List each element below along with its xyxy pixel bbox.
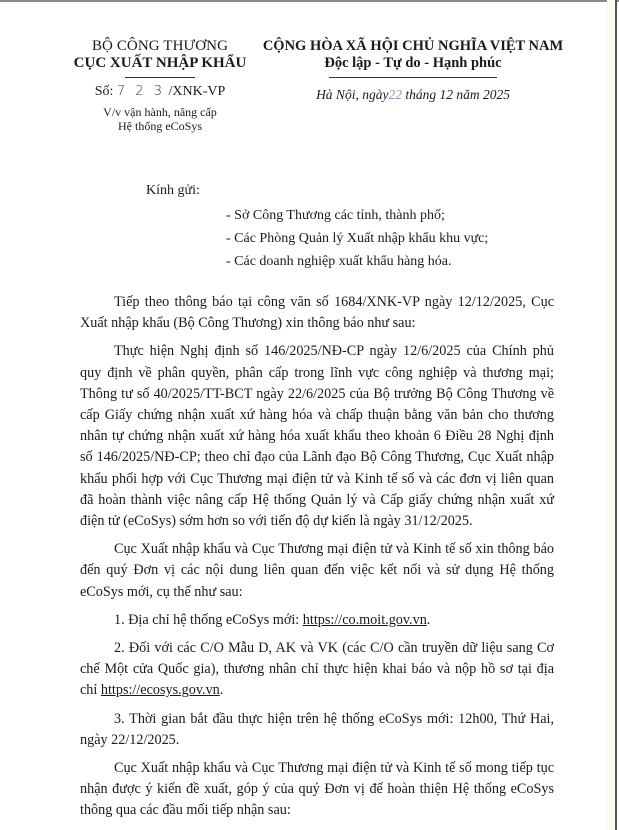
day-handwritten: 22 [388,87,402,102]
national-header [258,38,568,103]
paragraph-feedback: Cục Xuất nhập khẩu và Cục Thương mại điện tử và Kinh tế số mong tiếp tục nhận được ý kiến đề xuất, góp ý của quý Đơn vị để hoàn thiện Hệ thống eCoSys thông qua các đầu mối tiếp nhận sau: [80,760,554,819]
recipient-item: - Các doanh nghiệp xuất khẩu hàng hóa. [226,254,452,269]
recipients-block [146,180,488,273]
document-subject [60,105,260,133]
department-name: CỤC XUẤT NHẬP KHẨU [73,55,247,71]
paragraph-announcement: Cục Xuất nhập khẩu và Cục Thương mại điện tử và Kinh tế số xin thông báo đến quý Đơn vị các nội dung liên quan đến việc kết nối và sử dụng Hệ thống eCoSys mới, cụ thể như sau: [80,541,554,600]
recipient-item: - Sở Công Thương các tỉnh, thành phố; [226,208,445,223]
item-2-end: . [219,682,224,699]
scan-edge-shade [607,0,615,830]
place-date-prefix: Hà Nội, ngày [316,87,389,102]
ministry-name: BỘ CÔNG THƯƠNG [91,38,229,54]
document-number [60,84,260,100]
item-2-text: 2. Đối với các C/O Mẫu D, AK và VK (các C/O cần truyền dữ liệu sang Cơ chế Một cửa Quốc gia), thương nhân chỉ thực hiện khai báo và nộp hồ sơ tại địa chỉ [80,640,554,699]
recipient-item: - Các Phòng Quản lý Xuất nhập khẩu khu vực; [226,231,489,246]
paragraph-intro: Tiếp theo thông báo tại công văn số 1684/XNK-VP ngày 12/12/2025, Cục Xuất nhập khẩu (Bộ Công Thương) xin thông báo như sau: [80,294,554,332]
national-motto: Độc lập - Tự do - Hạnh phúc [324,55,502,71]
subject-line-1: V/v vận hành, nâng cấp [103,105,217,119]
scan-right-border [615,0,617,830]
item-1-end: . [426,611,431,628]
issuer-header [60,38,260,133]
doc-number-suffix: /XNK-VP [168,84,226,99]
scan-top-border [0,0,619,2]
document-body [80,292,554,829]
motto-underline [329,77,497,78]
paragraph-legal-basis: Thực hiện Nghị định số 146/2025/NĐ-CP ngày 12/6/2025 của Chính phủ quy định về phân quyền, phân cấp trong lĩnh vực công nghiệp và thương mại; Thông tư số 40/2025/TT-BCT ngày 22/6/2025 của Bộ trưởng Bộ Công Thương về cấp Giấy chứng nhận xuất xứ hàng hóa và chấp thuận bằng văn bản cho thương nhân tự chứng nhận xuất xứ hàng hóa xuất khẩu theo khoản 6 Điều 28 Nghị định số 146/2025/NĐ-CP; theo chỉ đạo của Lãnh đạo Bộ Công Thương, Cục Xuất nhập khẩu phối hợp với Cục Thương mại điện tử và Kinh tế số và các đơn vị liên quan đã hoàn thành việc nâng cấp Hệ thống Quản lý và Cấp giấy chứng nhận xuất xứ điện tử (eCoSys) sớm hơn so với tiến độ dự kiến là ngày 31/12/2025. [80,343,554,530]
country-name: CỘNG HÒA XÃ HỘI CHỦ NGHĨA VIỆT NAM [262,38,564,54]
header-underline [125,77,195,78]
item-1-text: 1. Địa chỉ hệ thống eCoSys mới: [114,611,303,628]
salutation: Kính gửi: [146,183,200,198]
doc-number-handwritten: 7 2 3 [116,84,165,99]
link-co-moit[interactable]: https://co.moit.gov.vn [302,611,427,628]
item-2-co-forms [80,638,554,702]
subject-line-2: Hệ thống eCoSys [118,119,202,133]
doc-number-prefix: Số: [94,84,114,99]
link-ecosys[interactable]: https://ecosys.gov.vn [100,682,220,699]
recipient-list [226,204,488,273]
place-and-date [258,86,568,103]
item-3-start-time: 3. Thời gian bắt đầu thực hiện trên hệ thống eCoSys mới: 12h00, Thứ Hai, ngày 22/12/2025. [80,710,554,748]
place-date-suffix: tháng 12 năm 2025 [405,87,510,102]
item-1-new-address [80,610,554,631]
